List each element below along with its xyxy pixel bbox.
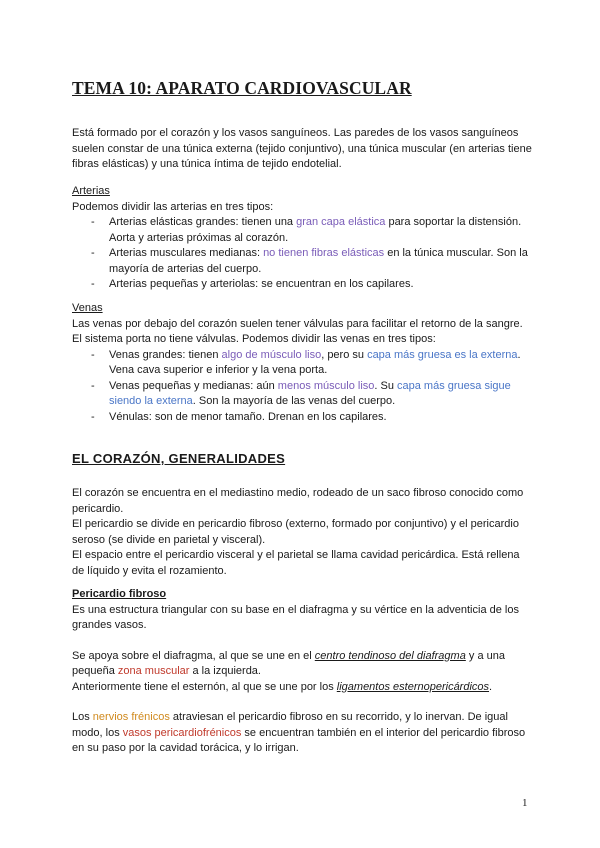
highlight-text: no tienen fibras elásticas	[263, 247, 385, 259]
page-number: 1	[522, 797, 528, 809]
corazon-heading: EL CORAZÓN, GENERALIDADES	[72, 451, 286, 466]
list-item: - Vénulas: son de menor tamaño. Drenan en los capilares.	[72, 410, 534, 426]
arterias-list	[72, 215, 534, 293]
highlight-text: capa más gruesa sigue siendo la externa	[109, 379, 511, 407]
paragraph-text: Se apoya sobre el diafragma, al que se une en el	[72, 649, 315, 662]
item-text: Arterias musculares medianas:	[109, 247, 264, 259]
paragraph-text: Los	[72, 711, 93, 723]
highlight-text: zona muscular	[117, 665, 190, 677]
item-text: , pero su	[321, 348, 368, 361]
paragraph-text: Anteriormente tiene el esternón, al que se une por los	[72, 680, 337, 693]
list-item	[72, 379, 534, 410]
page-title: TEMA 10: APARATO CARDIOVASCULAR	[72, 78, 412, 98]
emphasis-text: centro tendinoso del diafragma	[314, 649, 466, 662]
venas-heading: Venas	[72, 302, 103, 314]
arterias-lead: Podemos dividir las arterias en tres tipos:	[72, 200, 274, 213]
pericardio-paragraph	[72, 649, 534, 680]
paragraph-text: atraviesan el pericardio fibroso en su recorrido, y lo inervan. De igual modo, los	[72, 711, 508, 739]
intro-text: Está formado por el corazón y los vasos sanguíneos. Las paredes de los vasos sanguíneos suelen constar de una túnica externa (tejido conjuntivo), una túnica muscular (en arterias tiene fibras elásticas) y una túnica íntima de tejido endotelial.	[72, 127, 532, 170]
highlight-text: menos músculo liso	[277, 379, 375, 392]
paragraph-text: y a una pequeña	[72, 649, 505, 677]
list-item	[72, 348, 534, 379]
pericardio-paragraph	[72, 680, 534, 696]
item-text: Venas pequeñas y medianas: aún	[109, 379, 278, 392]
arterias-heading: Arterias	[72, 185, 110, 197]
highlight-text: gran capa elástica	[296, 216, 386, 228]
item-text: Arterias elásticas grandes: tienen una	[109, 216, 297, 228]
item-text: para soportar la distensión. Aorta y arterias próximas al corazón.	[109, 216, 522, 244]
list-item: - Arterias pequeñas y arteriolas: se encuentran en los capilares.	[72, 277, 534, 293]
item-text: en la túnica muscular. Son la mayoría de arterias del cuerpo.	[109, 247, 528, 275]
arterias-section	[72, 184, 534, 293]
list-item	[72, 215, 534, 246]
paragraph-text: se encuentran también en el interior del pericardio fibroso en su paso por la cavidad torácica, y lo irrigan.	[72, 726, 526, 754]
list-item	[72, 246, 534, 277]
corazon-section	[72, 486, 534, 579]
pericardio-paragraph: Es una estructura triangular con su base en el diafragma y su vértice en la adventicia de los grandes vasos.	[72, 603, 519, 631]
paragraph-text: .	[489, 680, 493, 693]
intro-paragraph	[72, 126, 534, 173]
corazon-paragraph: El espacio entre el pericardio visceral y el parietal se llama cavidad pericárdica. Está rellena de líquido y evita el rozamiento.	[72, 549, 520, 577]
emphasis-text: ligamentos esternopericárdicos	[336, 680, 490, 693]
paragraph-text: a la izquierda.	[189, 665, 261, 677]
pericardio-section	[72, 587, 534, 757]
corazon-paragraph: El corazón se encuentra en el mediastino medio, rodeado de un saco fibroso conocido como pericardio.	[72, 487, 524, 515]
venas-lead: Las venas por debajo del corazón suelen tener válvulas para facilitar el retorno de la sangre. El sistema porta no tiene válvulas. Podemos dividir las venas en tres tipos:	[72, 317, 523, 345]
highlight-text: vasos pericardiofrénicos	[122, 726, 242, 739]
item-text: Venas grandes: tienen	[109, 348, 222, 361]
venas-list	[72, 348, 534, 426]
pericardio-paragraph	[72, 710, 534, 757]
corazon-paragraph: El pericardio se divide en pericardio fibroso (externo, formado por conjuntivo) y el pericardio seroso (se divide en parietal y visceral).	[72, 518, 519, 546]
pericardio-heading: Pericardio fibroso	[72, 588, 167, 600]
item-text: . Son la mayoría de las venas del cuerpo.	[192, 395, 396, 407]
highlight-text: capa más gruesa es la externa	[367, 348, 518, 361]
venas-section	[72, 301, 534, 425]
highlight-text: algo de músculo liso	[221, 348, 322, 361]
item-text: . Vena cava superior e inferior y la vena porta.	[109, 348, 521, 376]
item-text: . Su	[374, 379, 398, 392]
highlight-text: nervios frénicos	[92, 711, 170, 723]
